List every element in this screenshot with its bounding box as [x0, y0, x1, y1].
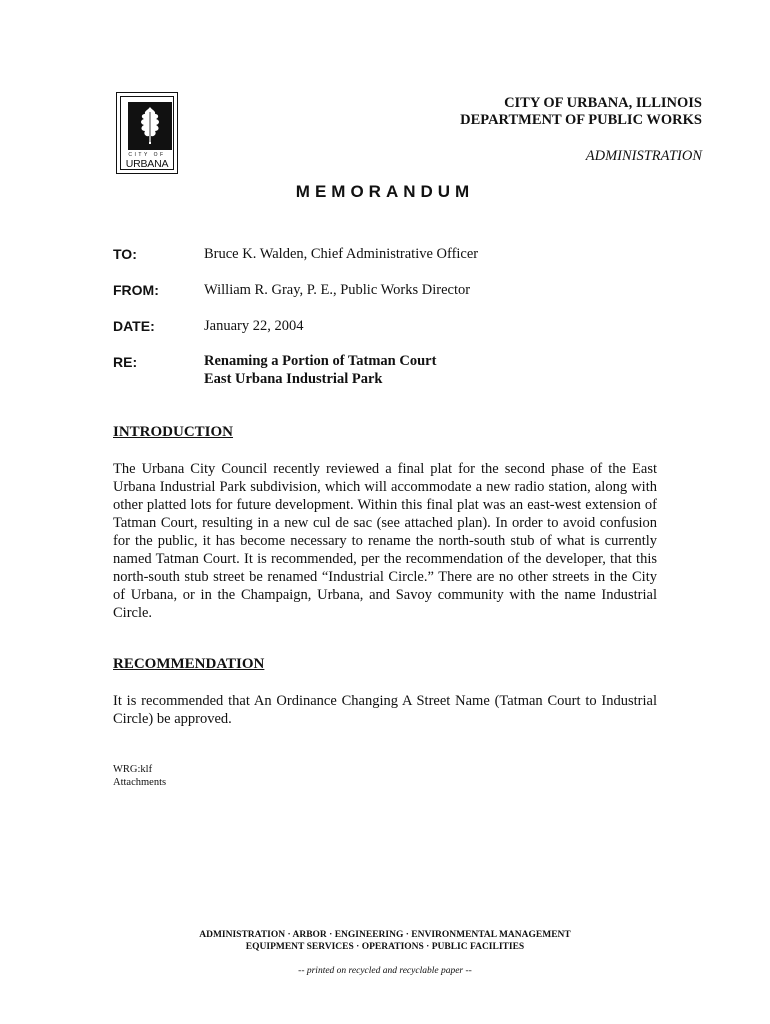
re-line-2: East Urbana Industrial Park	[204, 371, 383, 387]
re-line-1: Renaming a Portion of Tatman Court	[204, 353, 437, 369]
recommendation-heading: RECOMMENDATION	[113, 656, 265, 672]
recommendation-body: It is recommended that An Ordinance Changing A Street Name (Tatman Court to Industrial Circle) be approved.	[113, 693, 657, 727]
logo-frame	[120, 96, 174, 170]
footer-recycled-note: -- printed on recycled and recyclable paper --	[298, 966, 472, 976]
re-label: RE:	[113, 354, 138, 370]
city-logo	[116, 92, 178, 174]
from-label: FROM:	[113, 282, 159, 298]
footer-divisions-line-2: EQUIPMENT SERVICES · OPERATIONS · PUBLIC FACILITIES	[245, 942, 525, 952]
footer-divisions-line-1: ADMINISTRATION · ARBOR · ENGINEERING · ENVIRONMENTAL MANAGEMENT	[199, 930, 571, 940]
to-value: Bruce K. Walden, Chief Administrative Officer	[204, 246, 479, 262]
from-value: William R. Gray, P. E., Public Works Director	[204, 282, 471, 298]
oak-leaf-icon	[128, 102, 172, 150]
header-city: CITY OF URBANA, ILLINOIS	[504, 95, 702, 111]
header-department: DEPARTMENT OF PUBLIC WORKS	[460, 112, 702, 128]
attachments-note: Attachments	[113, 777, 167, 788]
initials: WRG:klf	[113, 764, 153, 775]
to-label: TO:	[113, 246, 137, 262]
introduction-heading: INTRODUCTION	[113, 424, 234, 440]
header-division: ADMINISTRATION	[585, 148, 702, 164]
introduction-body: The Urbana City Council recently reviewed a final plat for the second phase of the East Urbana Industrial Park subdivision, which will accommodate a new radio station, along with other platted lots for future development. Within this final plat was an east-west extension of Tatman Court, resulting in a new cul de sac (see attached plan). In order to avoid confusion for the public, it has become necessary to rename the north-south stub of what is currently named Tatman Court. It is recommended, per the recommendation of the developer, that this north-south stub street be renamed “Industrial Circle.” There are no other streets in the City of Urbana, or in the Champaign, Urbana, and Savoy community with the name Industrial Circle.	[113, 461, 657, 621]
logo-city-of-text: CITY OF	[128, 152, 166, 158]
logo-urbana-text: URBANA	[125, 158, 169, 170]
date-label: DATE:	[113, 318, 155, 334]
date-value: January 22, 2004	[204, 318, 304, 334]
memo-title: MEMORANDUM	[295, 182, 475, 201]
